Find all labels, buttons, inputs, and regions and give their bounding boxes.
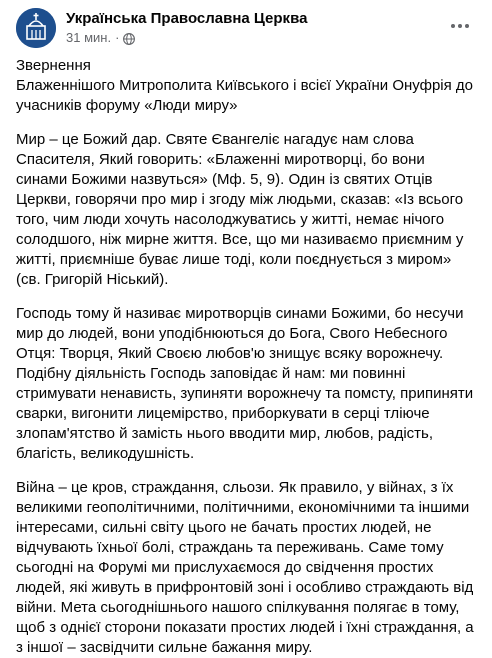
author-name-link[interactable]: Українська Православна Церква bbox=[66, 10, 308, 27]
post-paragraph: Мир – це Божий дар. Святе Євангеліє нагадує нам слова Спасителя, Який говорить: «Блаженні миротворці, бо вони синами Божими назвуться» (Мф. 5, 9). Один із святих Отців Церкви, говорячи про мир і згоду між людьми, сказав: «Із всього того, чим люди хочуть насолоджуватись у житті, немає нічого солодшого, ніж мирне життя. Все, що ми називаємо приємним у житті, приємніше буває лише тоді, коли поєднується з миром» (св. Григорій Ніський). bbox=[16, 131, 464, 288]
post-paragraph-heading: Звернення Блаженнішого Митрополита Київського і всієї України Онуфрія до учасників форуму «Люди миру» bbox=[16, 57, 474, 114]
post-meta bbox=[66, 29, 436, 46]
author-block bbox=[66, 9, 436, 46]
more-options-button[interactable] bbox=[444, 10, 476, 42]
globe-icon[interactable] bbox=[123, 32, 135, 44]
page-avatar[interactable] bbox=[16, 8, 56, 48]
post-header bbox=[16, 8, 476, 48]
post-paragraph: Війна – це кров, страждання, сльози. Як правило, у війнах, з їх великими геополітичними, політичними, економічними та іншими інтересами, сильні світу цього не бачать простих людей, не відчувають їхньої болі, страждань та переживань. Саме тому сьогодні на Форумі ми прислухаємося до свідчення простих людей, які живуть в прифронтовій зоні і особливо страждають від війни. Мета сьогоднішнього нашого спілкування полягає в тому, щоб з однієї сторони показати простих людей і їхні страждання, а з іншої – засвідчити сильне бажання миру. bbox=[16, 479, 474, 656]
more-dots-icon bbox=[450, 23, 470, 29]
post-text bbox=[16, 56, 478, 658]
church-emblem-icon bbox=[16, 8, 56, 48]
post-time-link[interactable]: 31 мин. bbox=[66, 30, 112, 45]
post-paragraph: Господь тому й називає миротворців синами Божими, бо несучи мир до людей, вони уподібнюються до Бога, Свого Небесного Отця: Творця, Який Своєю любов'ю знищує всяку ворожнечу. Подібну діяльність Господь заповідає й нам: ми повинні стримувати ненависть, зупиняти ворожнечу та помсту, припиняти сварки, вигонити лицемірство, приборкувати в серці тліюче злопам'ятство й замість нього вводити мир, любов, радість, благість, великодушність. bbox=[16, 305, 474, 462]
meta-separator: · bbox=[115, 30, 120, 45]
